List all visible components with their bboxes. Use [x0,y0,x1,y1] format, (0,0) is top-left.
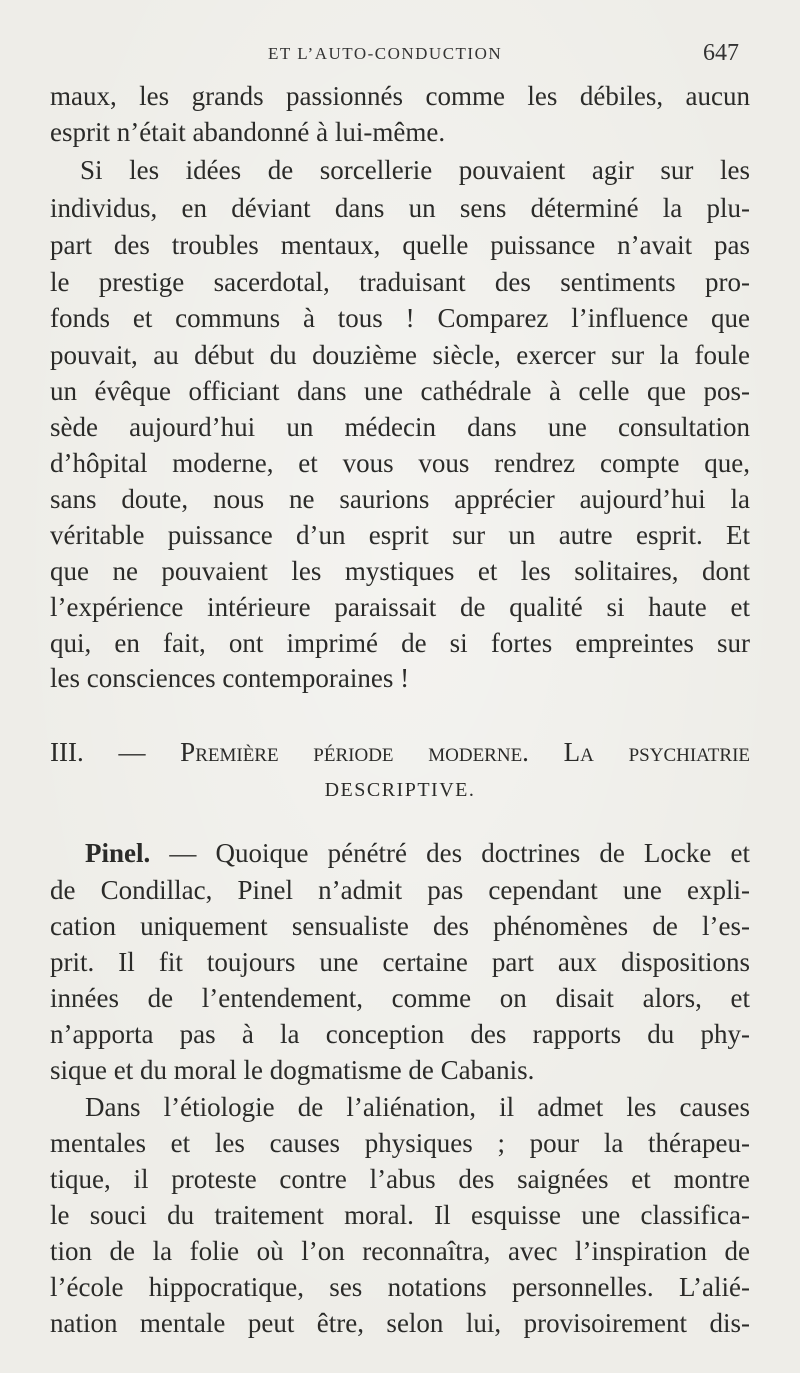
text-line: sans doute, nous ne saurions apprécier aujourd’hui la [50,484,750,514]
text-span: — Quoique pénétré des doctrines de Locke et [150,838,750,868]
text-line: tique, il proteste contre l’abus des saignées et montre [50,1164,750,1194]
text-line: l’expérience intérieure paraissait de qualité si haute et [50,592,750,622]
text-line: l’école hippocratique, ses notations personnelles. L’alié- [50,1272,750,1302]
text-line: part des troubles mentaux, quelle puissance n’avait pas [50,230,750,260]
text-line [85,837,750,869]
page-number: 647 [703,40,739,66]
text-line: sique et du moral le dogmatisme de Cabanis. [50,1055,535,1085]
text-line: cation uniquement sensualiste des phénomènes de l’es- [50,911,750,941]
text-line: qui, en fait, ont imprimé de si fortes empreintes sur [50,628,750,658]
running-head [0,40,800,70]
text-line: de Condillac, Pinel n’admit pas cependant une expli- [50,875,750,905]
text-line: que ne pouvaient les mystiques et les solitaires, dont [50,556,750,586]
section-heading-continuation: DESCRIPTIVE. [324,779,476,801]
text-line: maux, les grands passionnés comme les débiles, aucun [50,81,750,111]
text-line: n’apporta pas à la conception des rapports du phy- [50,1019,750,1049]
text-line: tion de la folie où l’on reconnaîtra, avec l’inspiration de [50,1236,750,1266]
text-line: individus, en déviant dans un sens déterminé la plu- [50,193,750,223]
text-line: innées de l’entendement, comme on disait alors, et [50,983,750,1013]
text-line: nation mentale peut être, selon lui, provisoirement dis- [50,1308,750,1338]
text-line: véritable puissance d’un esprit sur un autre esprit. Et [50,520,750,550]
text-line: d’hôpital moderne, et vous vous rendrez compte que, [50,448,750,478]
text-line: le souci du traitement moral. Il esquisse une classifica- [50,1200,750,1230]
text-line: Dans l’étiologie de l’aliénation, il admet les causes [85,1092,750,1122]
text-line: pouvait, au début du douzième siècle, exercer sur la foule [50,340,750,370]
running-title: ET L’AUTO-CONDUCTION [268,44,503,63]
text-line: un évêque officiant dans une cathédrale à celle que pos- [50,376,750,406]
text-line: esprit n’était abandonné à lui-même. [50,117,446,147]
section-heading: III. — Première période moderne. La psychiatrie [50,737,750,767]
text-line: mentales et les causes physiques ; pour la thérapeu- [50,1128,750,1158]
text-line: prit. Il fit toujours une certaine part aux dispositions [50,947,750,977]
text-line: le prestige sacerdotal, traduisant des sentiments pro- [50,267,750,297]
text-line: les consciences contemporaines ! [50,663,410,693]
text-line: fonds et communs à tous ! Comparez l’influence que [50,303,750,333]
text-line: Si les idées de sorcellerie pouvaient agir sur les [80,155,750,185]
text-line: sède aujourd’hui un médecin dans une consultation [50,412,750,442]
paragraph-lead: Pinel. [85,838,151,868]
